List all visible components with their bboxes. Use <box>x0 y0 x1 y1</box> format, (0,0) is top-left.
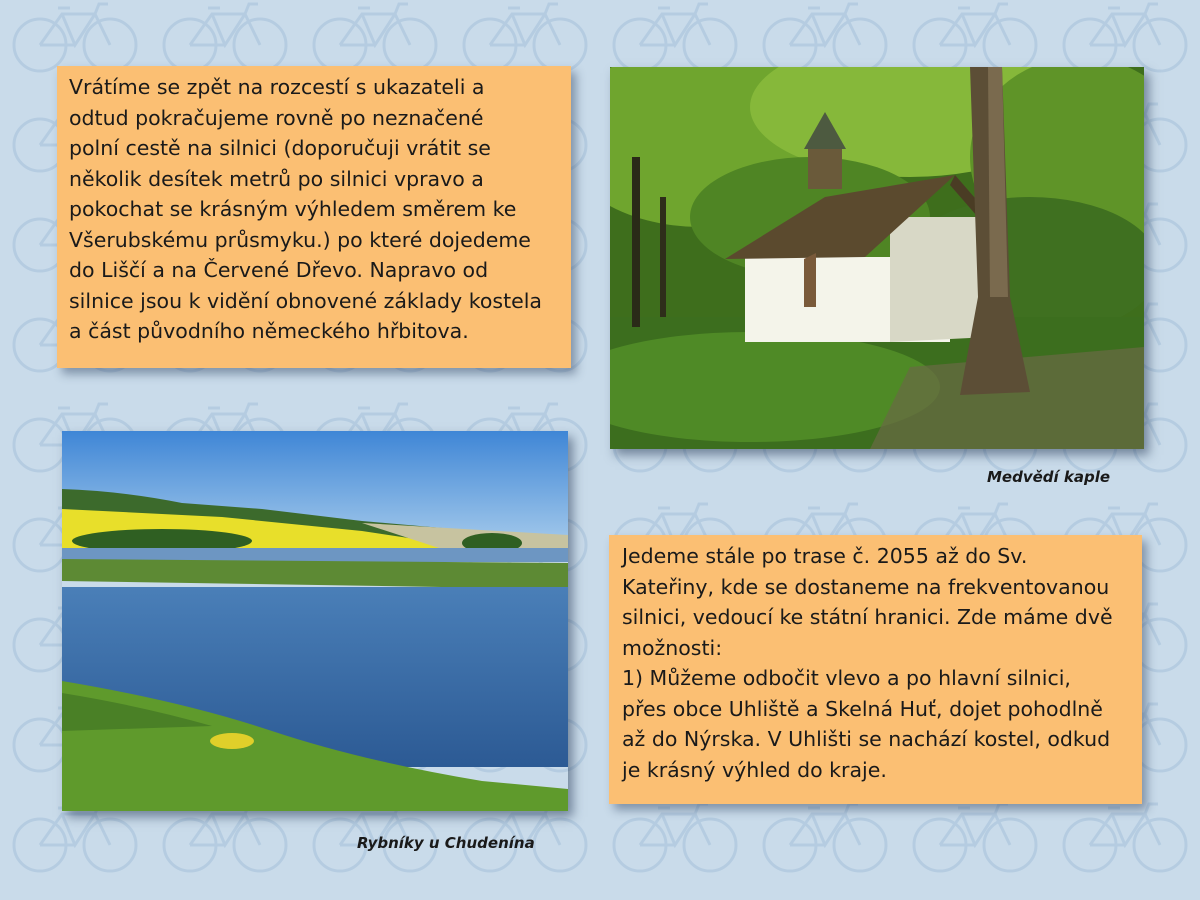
text-block-route-back: Vrátíme se zpět na rozcestí s ukazateli a odtud pokračujeme rovně po neznačené polní cestě na silnici (doporučuji vrátit se několik desítek metrů po silnici vpravo a pokochat se krásným výhledem směrem ke Všerubskému průsmyku.) po které dojedeme do Liščí a na Červené Dřevo. Napravo od silnice jsou k vidění obnovené základy kostela a část původního německého hřbitova. <box>57 66 571 368</box>
text-block-route-options: Jedeme stále po trase č. 2055 až do Sv. Kateřiny, kde se dostaneme na frekventovanou silnici, vedoucí ke státní hranici. Zde máme dvě možnosti: 1) Můžeme odbočit vlevo a po hlavní silnici, přes obce Uhliště a Skelná Huť, dojet pohodlně až do Nýrska. V Uhlišti se nachází kostel, odkud je krásný výhled do kraje. <box>609 535 1142 804</box>
chapel-caption: Medvědí kaple <box>987 468 1111 486</box>
pond-caption: Rybníky u Chudenína <box>357 834 535 852</box>
pond-photo <box>62 431 568 811</box>
chapel-photo <box>610 67 1144 449</box>
